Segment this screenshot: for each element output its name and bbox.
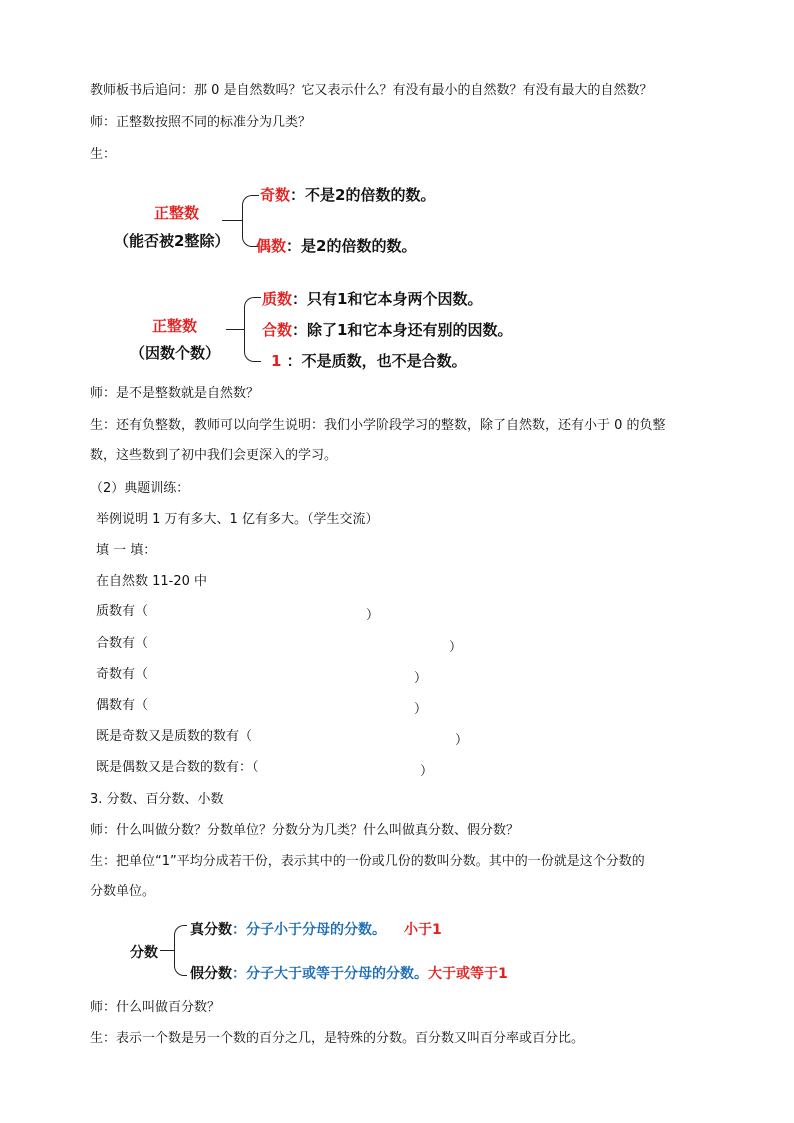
diagram2-branch-prime <box>262 290 482 308</box>
section3-question: 师：什么叫做分数？分数单位？分数分为几类？什么叫做真分数、假分数？ <box>90 823 520 838</box>
diagram1-branch-even <box>256 237 416 255</box>
fill-close: ） <box>420 764 434 779</box>
practice-heading: （2）典题训练： <box>90 481 190 496</box>
branch-term: 质数 <box>262 290 293 308</box>
fill-close: ） <box>414 671 428 686</box>
fill-range: 在自然数 11-20 中 <box>96 574 208 589</box>
brace-bottom-icon <box>244 329 261 362</box>
branch-term: 偶数 <box>256 237 287 255</box>
dialog2-answer: 生：表示一个数是另一个数的百分之几，是特殊的分数。百分数又叫百分率或百分比。 <box>90 1031 585 1046</box>
fill-item-prime <box>96 604 148 620</box>
diagram1-branch-odd <box>260 186 435 204</box>
fill-label: 奇数有（ <box>96 667 149 682</box>
fill-close: ） <box>455 733 469 748</box>
dialog1-question: 师：是不是整数就是自然数？ <box>90 386 260 401</box>
brace-top-icon <box>174 925 187 951</box>
branch-desc: ：不是2的倍数的数。 <box>290 186 436 204</box>
branch-desc: ：分子大于或等于分母的分数。 <box>232 966 428 982</box>
branch-term: 合数 <box>262 321 293 339</box>
fill-label: 质数有（ <box>96 604 149 619</box>
fill-label: 既是奇数又是质数的数有（ <box>96 729 253 744</box>
brace-top-icon <box>242 195 259 221</box>
intro-line-1: 教师板书后追问：那 0 是自然数吗？它又表示什么？有没有最小的自然数？有没有最大的自然数？ <box>90 83 653 98</box>
diagram1-criterion: （能否被2整除） <box>114 232 230 250</box>
diagram3-root: 分数 <box>130 945 158 961</box>
diagram2-branch-composite <box>262 321 512 339</box>
fill-title: 填 一 填： <box>96 543 157 558</box>
branch-note: 小于1 <box>404 922 442 938</box>
diagram2-branch-one <box>271 352 467 370</box>
branch-term: 1 <box>271 352 282 370</box>
fill-item-odd <box>96 667 148 683</box>
fill-label: 偶数有（ <box>96 698 149 713</box>
fill-label: 合数有（ <box>96 636 149 651</box>
brace-stem-icon <box>222 220 242 221</box>
brace-bottom-icon <box>174 950 187 976</box>
branch-note: 大于或等于1 <box>428 966 508 982</box>
diagram2-root: 正整数 <box>152 317 198 335</box>
intro-line-3: 生： <box>90 147 117 162</box>
dialog1-answer-line-2: 数，这些数到了初中我们会更深入的学习。 <box>90 448 338 463</box>
brace-stem-icon <box>160 950 174 951</box>
fill-item-even <box>96 698 148 714</box>
diagram3-branch-proper <box>190 919 442 939</box>
branch-desc: ：不是质数，也不是合数。 <box>286 352 467 370</box>
brace-top-icon <box>244 297 261 330</box>
diagram1-root: 正整数 <box>154 204 200 222</box>
fill-item-odd-prime <box>96 729 252 745</box>
branch-desc: ：只有1和它本身两个因数。 <box>292 290 483 308</box>
fill-item-composite <box>96 636 148 652</box>
practice-example: 举例说明 1 万有多大、1 亿有多大。（学生交流） <box>96 512 379 527</box>
dialog2-question: 师：什么叫做百分数？ <box>90 1000 221 1015</box>
brace-stem-icon <box>226 329 244 330</box>
section3-title: 3. 分数、百分数、小数 <box>90 792 224 807</box>
fill-close: ） <box>366 608 380 623</box>
branch-desc: ：除了1和它本身还有别的因数。 <box>292 321 513 339</box>
branch-term: 真分数 <box>190 922 232 938</box>
dialog1-answer-line-1: 生：还有负整数，教师可以向学生说明：我们小学阶段学习的整数，除了自然数，还有小于 0 的负整 <box>90 418 666 433</box>
branch-desc: ：是2的倍数的数。 <box>286 237 417 255</box>
section3-answer-line-2: 分数单位。 <box>90 884 156 899</box>
fill-close: ） <box>414 702 428 717</box>
diagram2-criterion: （因数个数） <box>130 344 221 362</box>
section3-answer-line-1: 生：把单位“1”平均分成若干份，表示其中的一份或几份的数叫分数。其中的一份就是这个分数的 <box>90 854 645 869</box>
fill-item-even-composite <box>96 760 259 776</box>
branch-term: 假分数 <box>190 966 232 982</box>
diagram3-branch-improper <box>190 963 508 983</box>
branch-term: 奇数 <box>260 186 291 204</box>
fill-label: 既是偶数又是合数的数有：（ <box>96 760 259 775</box>
intro-line-2: 师：正整数按照不同的标准分为几类？ <box>90 115 312 130</box>
branch-desc: ：分子小于分母的分数。 <box>232 922 386 938</box>
fill-close: ） <box>449 640 463 655</box>
